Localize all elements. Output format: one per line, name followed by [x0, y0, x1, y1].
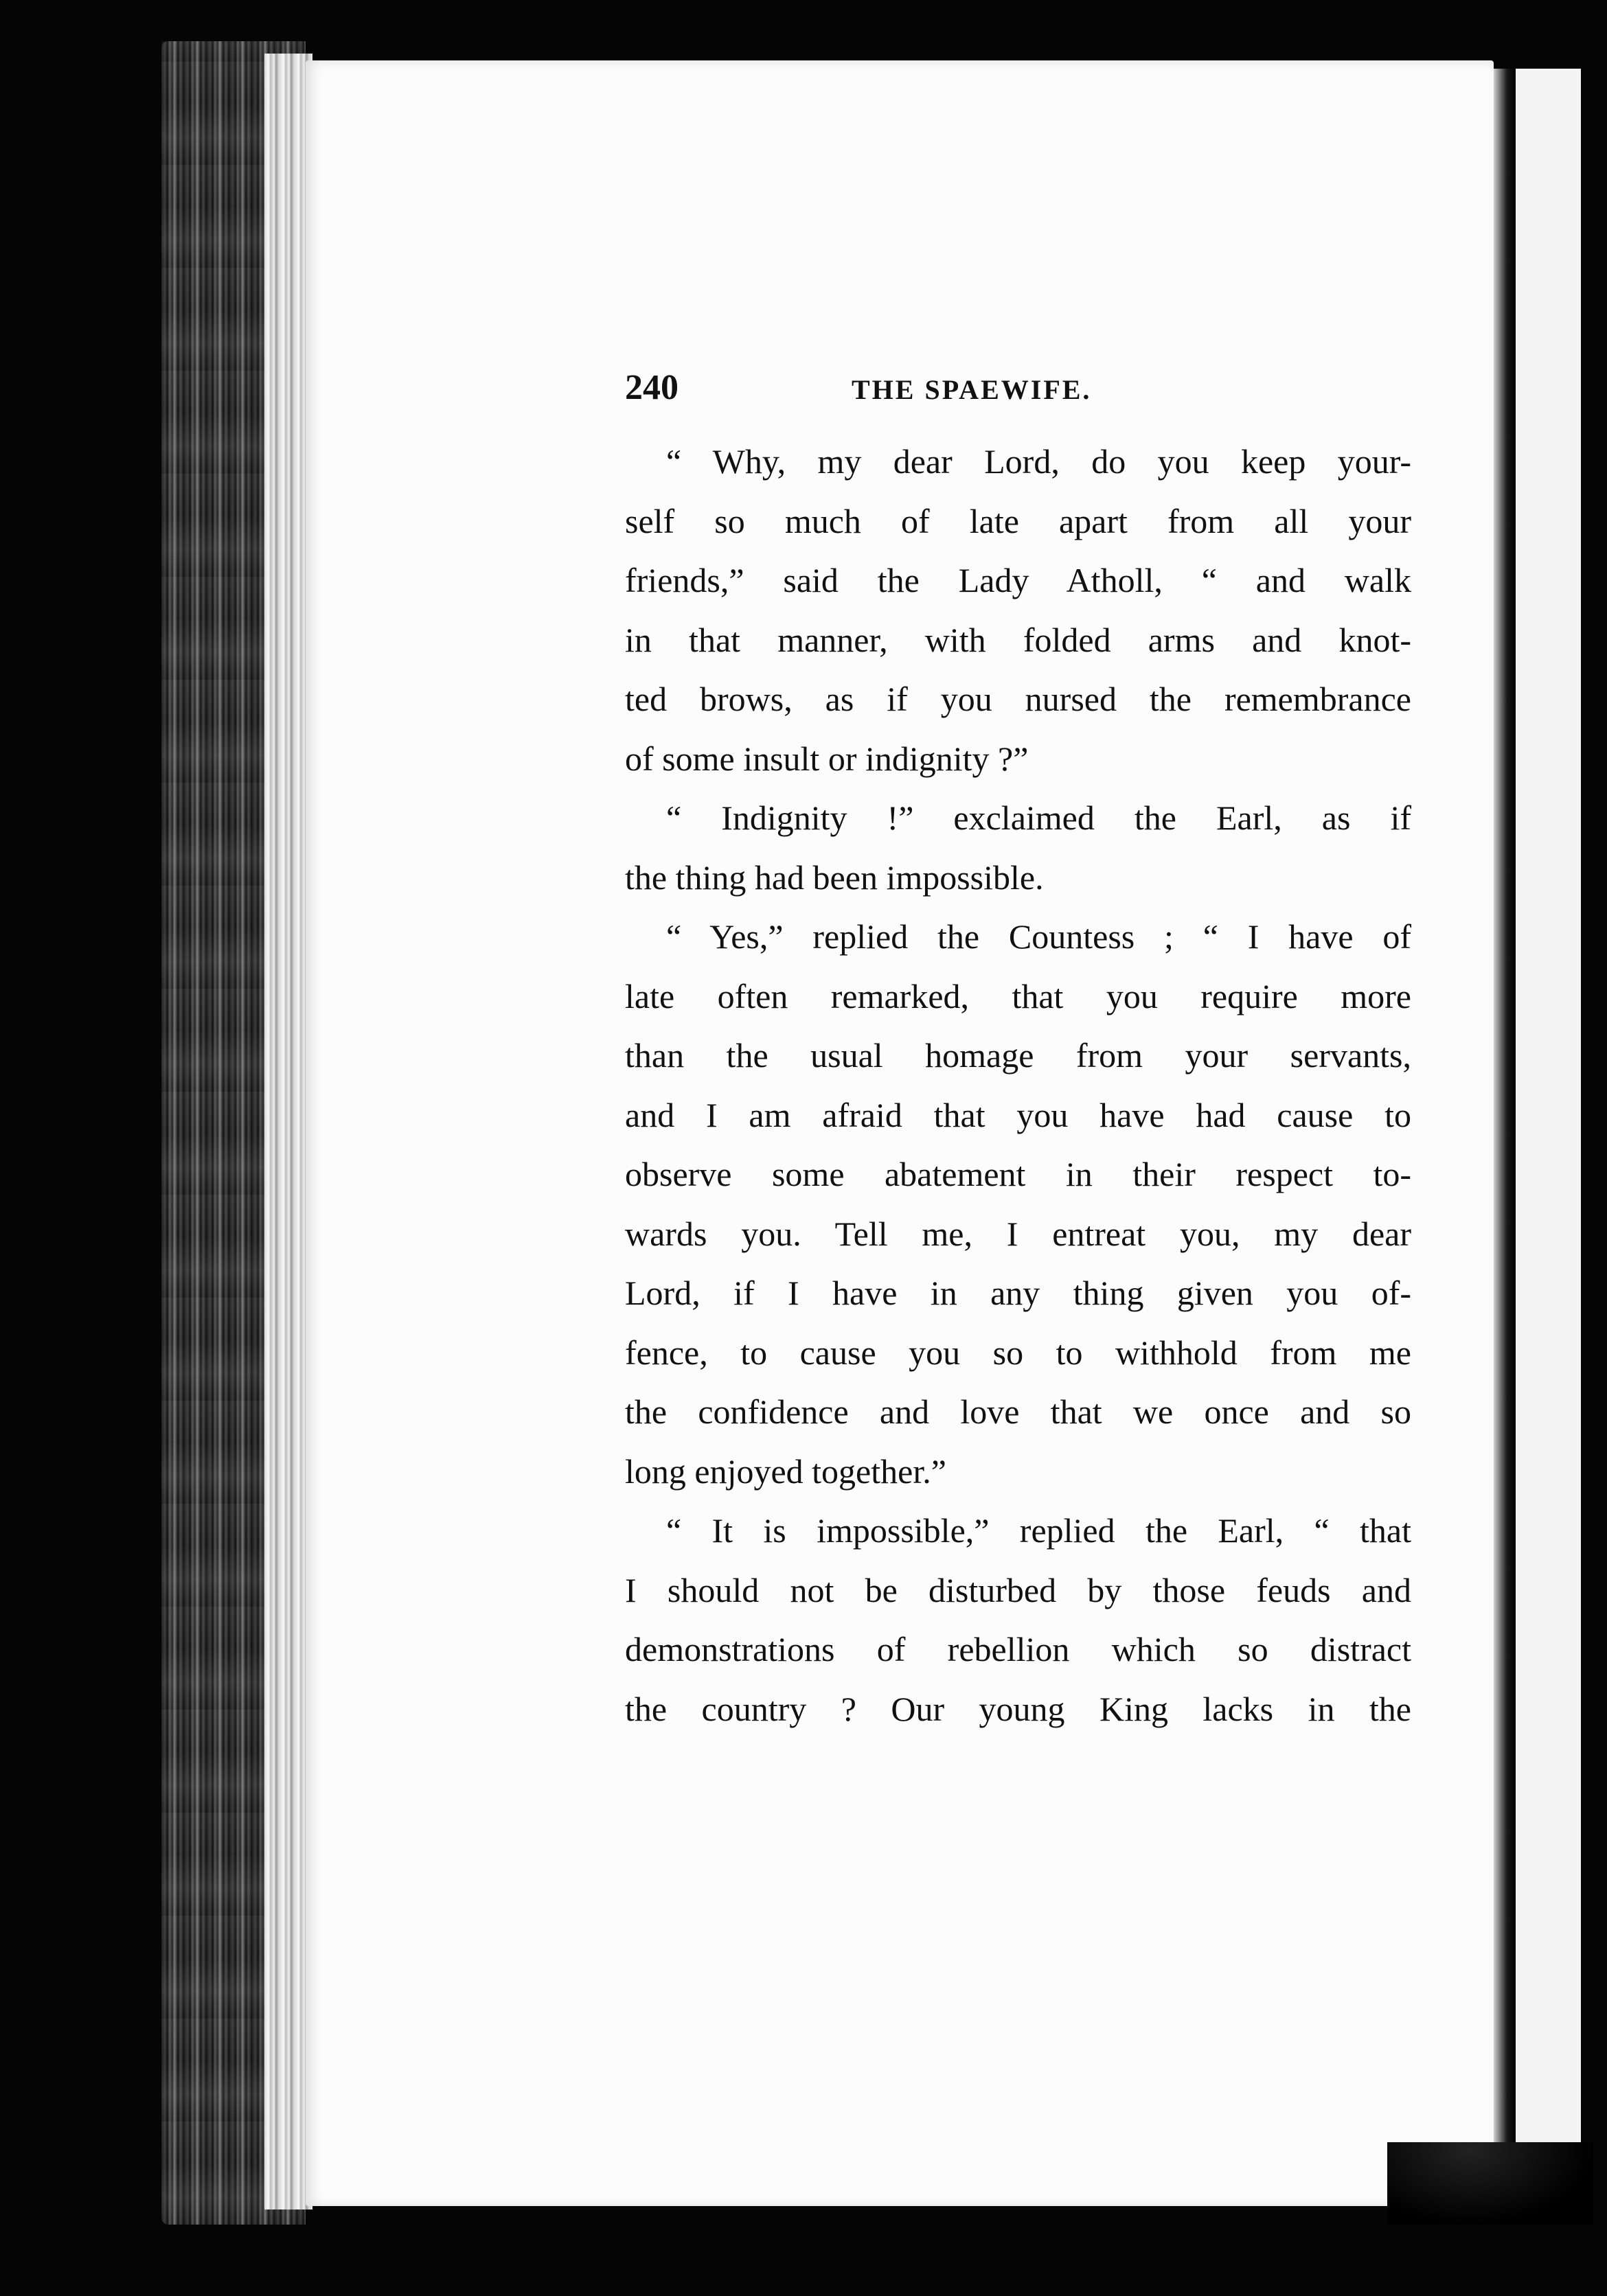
- text-line: observe some abatement in their respect to-: [625, 1155, 1411, 1193]
- text-line: I should not be disturbed by those feuds and: [625, 1570, 1411, 1609]
- text-line: fence, to cause you so to withhold from me: [625, 1333, 1411, 1372]
- gutter-shadow: [1494, 69, 1516, 2197]
- text-line: in that manner, with folded arms and knot-: [625, 620, 1411, 659]
- text-line: “ Yes,” replied the Countess ; “ I have of: [666, 917, 1411, 956]
- text-line: “ Why, my dear Lord, do you keep your-: [666, 442, 1411, 481]
- text-line: than the usual homage from your servants,: [625, 1036, 1411, 1075]
- text-line: Lord, if I have in any thing given you of-: [625, 1274, 1411, 1312]
- body-text: [625, 432, 1411, 1738]
- text-line: friends,” said the Lady Atholl, “ and walk: [625, 561, 1411, 599]
- text-line: long enjoyed together.”: [625, 1451, 946, 1491]
- text-line: ted brows, as if you nursed the remembrance: [625, 680, 1411, 718]
- running-head-title: THE SPAEWIFE.: [852, 374, 1092, 405]
- text-line: “ Indignity !” exclaimed the Earl, as if: [666, 799, 1411, 837]
- text-line: of some insult or indignity ?”: [625, 739, 1029, 778]
- text-line: the confidence and love that we once and so: [625, 1392, 1411, 1431]
- page-number: 240: [625, 368, 679, 407]
- text-line: late often remarked, that you require more: [625, 976, 1411, 1015]
- text-line: self so much of late apart from all your: [625, 501, 1411, 540]
- text-line: demonstrations of rebellion which so distract: [625, 1630, 1411, 1668]
- running-head: [625, 367, 1411, 415]
- text-line: the country ? Our young King lacks in the: [625, 1689, 1411, 1728]
- text-line: the thing had been impossible.: [625, 858, 1044, 897]
- text-line: wards you. Tell me, I entreat you, my dear: [625, 1214, 1411, 1253]
- text-line: “ It is impossible,” replied the Earl, “ that: [666, 1511, 1411, 1550]
- text-block: [625, 367, 1411, 1738]
- corner-shadow: [1387, 2142, 1593, 2225]
- text-line: and I am afraid that you have had cause to: [625, 1095, 1411, 1134]
- facing-page-sliver: [1516, 69, 1581, 2204]
